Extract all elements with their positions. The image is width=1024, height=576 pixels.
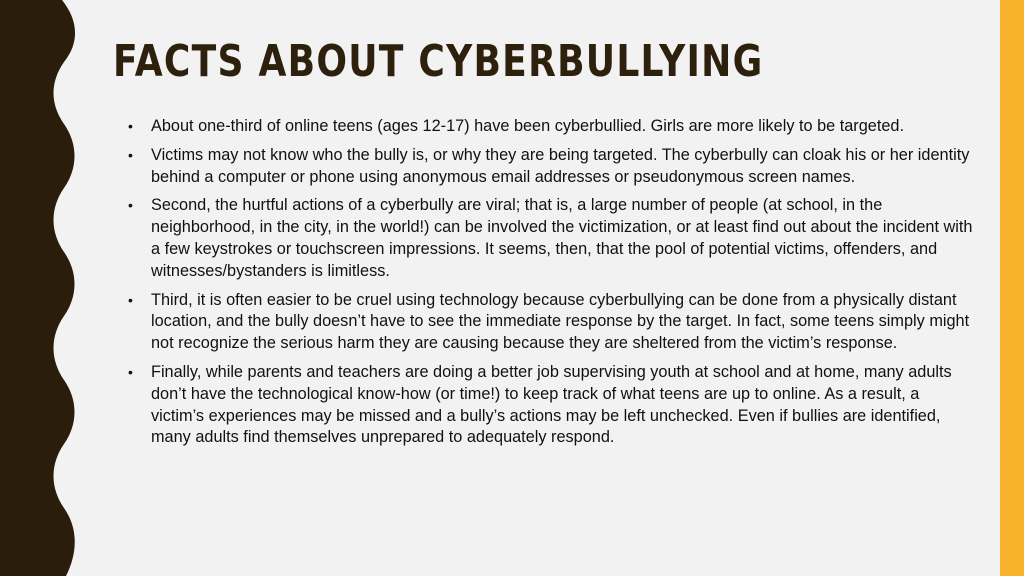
bullet-list	[128, 116, 976, 456]
bullet-dot-icon: •	[128, 146, 133, 163]
bullet-dot-icon: •	[128, 363, 133, 380]
bullet-item	[128, 195, 976, 282]
bullet-text: Third, it is often easier to be cruel using technology because cyberbullying can be done from a physically distant location, and the bully doesn’t have to see the immediate response by the target. In fact, some teens simply might not recognize the serious harm they are causing because they are sheltered from the victim’s response.	[151, 290, 970, 353]
accent-bar	[1000, 0, 1024, 576]
bullet-item	[128, 290, 976, 355]
bullet-text: Finally, while parents and teachers are doing a better job supervising youth at school and at home, many adults don’t have the technological know-how (or time!) to keep track of what teens are up to online. As a result, a victim’s experiences may be missed and a bully’s actions may be left unchecked. Even if bullies are identified, many adults find themselves unprepared to adequately respond.	[151, 362, 952, 447]
bullet-item	[128, 362, 976, 449]
bullet-dot-icon: •	[128, 291, 133, 308]
bullet-dot-icon: •	[128, 197, 133, 214]
bullet-text: Victims may not know who the bully is, or why they are being targeted. The cyberbully can cloak his or her identity behind a computer or phone using anonymous email addresses or pseudonymous screen names.	[151, 145, 970, 186]
bullet-dot-icon: •	[128, 118, 133, 134]
wavy-band-shape	[0, 0, 75, 576]
bullet-text: Second, the hurtful actions of a cyberbully are viral; that is, a large number of people (at school, in the neighborhood, in the city, in the world!) can be involved the victimization, or at least find out about the incident with a few keystrokes or touchscreen impressions. It seems, then, that the pool of potential victims, offenders, and witnesses/bystanders is limitless.	[151, 196, 973, 280]
bullet-text: About one-third of online teens (ages 12-17) have been cyberbullied. Girls are more likely to be targeted.	[151, 117, 904, 135]
wavy-side-band	[0, 0, 80, 576]
slide-title: FACTS ABOUT CYBERBULLYING	[113, 36, 764, 87]
bullet-item	[128, 145, 976, 189]
bullet-item	[128, 116, 976, 138]
